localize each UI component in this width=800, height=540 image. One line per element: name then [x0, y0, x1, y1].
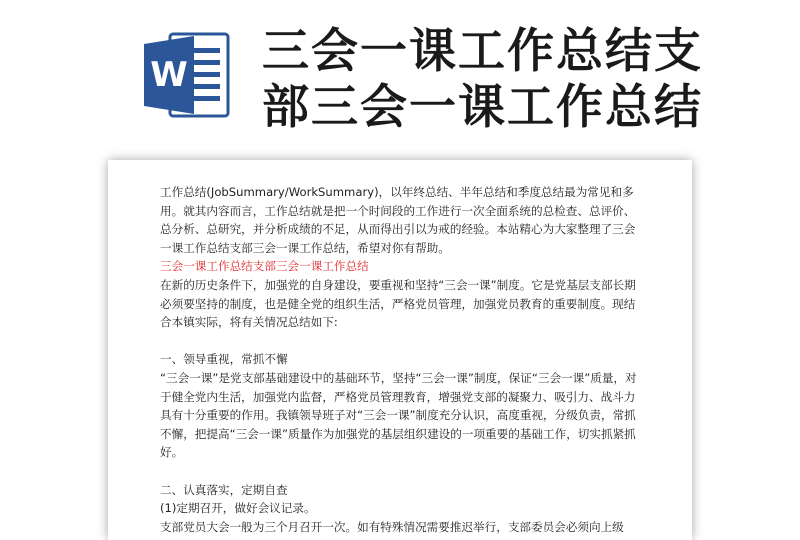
section-heading-2: 二、认真落实，定期自查: [160, 482, 288, 497]
paragraph-gap: [160, 332, 640, 351]
header: [0, 0, 800, 150]
word-letter: W: [150, 55, 188, 95]
document-body: [160, 183, 640, 536]
word-document-icon: [140, 30, 232, 120]
section-heading-1: 一、领导重视，常抓不懈: [160, 352, 288, 367]
title-line-1: 三会一课工作总结支: [262, 24, 703, 79]
body-paragraph: “三会一课”是党支部基础建设中的基础环节，坚持“三会一课”制度，保证“三会一课”质量，对于健全党内生活，加强党内监督，严格党员管理教育，增强党支部的凝聚力、吸引力、战斗力具有十分重要的作用。我镇领导班子对“三会一课”制度充分认识，高度重视，分级负责，常抓不懈，把提高“三会一课”质量作为加强党的基层组织建设的一项重要的基础工作，切实抓紧抓好。: [160, 370, 637, 460]
body-paragraph: 在新的历史条件下，加强党的自身建设，要重视和坚持“三会一课”制度。它是党基层支部长期必须要坚持的制度，也是健全党的组织生活，严格党员管理，加强党员教育的重要制度。现结合本镇实际，将有关情况总结如下:: [160, 277, 636, 330]
body-paragraph: 支部党员大会一般为三个月召开一次。如有特殊情况需要推迟举行，支部委员会必须向上级: [160, 519, 624, 534]
highlight-heading: 三会一课工作总结支部三会一课工作总结: [160, 259, 369, 274]
paragraph-gap: [160, 462, 640, 481]
intro-paragraph: 工作总结(JobSummary/WorkSummary)，以年终总结、半年总结和季度总结最为常见和多用。就其内容而言，工作总结就是把一个时间段的工作进行一次全面系统的总检查、总评价、总分析、总研究，并分析成绩的不足，从而得出引以为戒的经验。本站精心为大家整理了三会一课工作总结支部三会一课工作总结，希望对你有帮助。: [160, 185, 636, 255]
title-line-2: 部三会一课工作总结: [262, 80, 703, 135]
page-title: [262, 24, 782, 136]
sub-heading: (1)定期召开，做好会议记录。: [160, 501, 316, 516]
